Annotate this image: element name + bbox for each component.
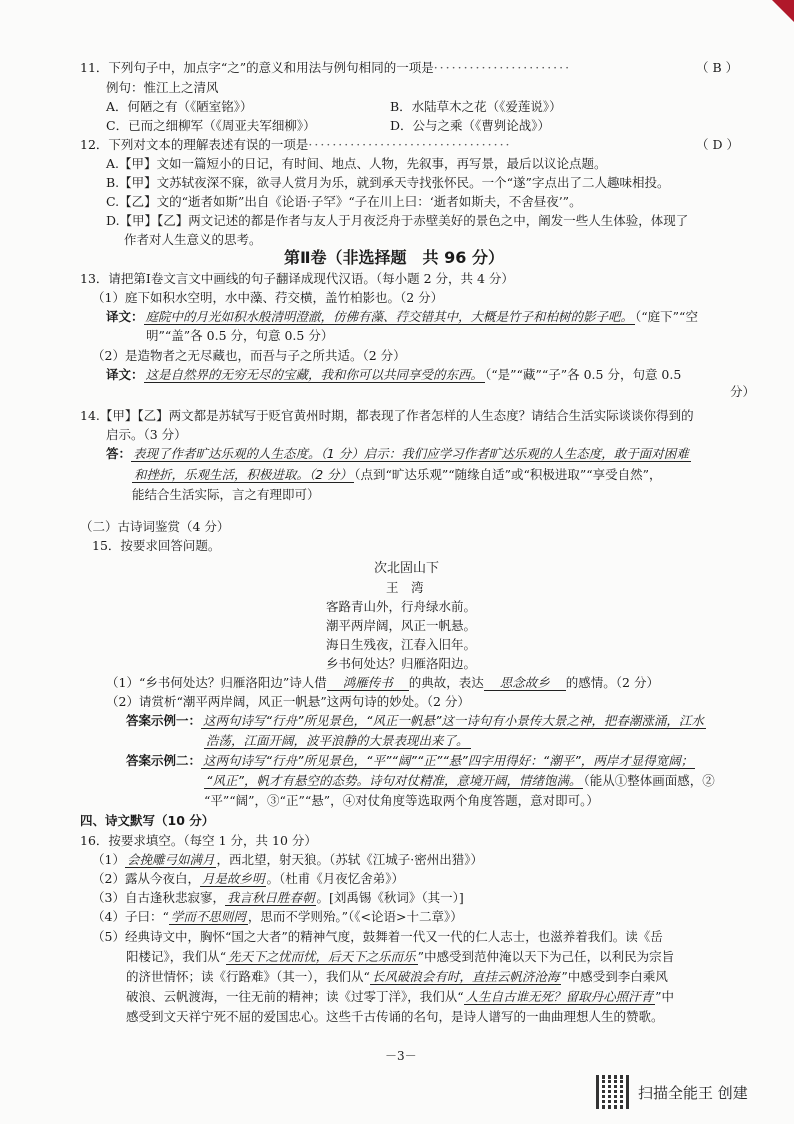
q11-option-b: B．水陆草木之花（《爱莲说》） — [390, 99, 562, 114]
qr-code-icon — [596, 1075, 630, 1109]
answer-label: 答： — [106, 446, 132, 461]
q16-item-5-line-4 — [126, 989, 674, 1005]
q11-answer: （ B ） — [696, 60, 739, 75]
q13-sentence-1: （1）庭下如积水空明，水中藻、荇交横，盖竹柏影也。（2 分） — [92, 290, 444, 305]
q16-item-5-line-5: 感受到文天祥宁死不屈的爱国忠心。这些千古传诵的名句，是诗人谱写的一曲曲理想人生的赞歌。 — [126, 1009, 664, 1024]
q13-translation-2 — [106, 367, 681, 383]
q14-answer-line-2-text: 和挫折，乐观生活，积极进取。（2 分） — [134, 467, 353, 482]
q16-item-5-text-f: ”中 — [655, 989, 675, 1004]
q16-item-5-line-3 — [126, 969, 668, 985]
q16-item-4 — [92, 909, 463, 925]
q16-item-3-text: （3）自古逢秋悲寂寥， — [92, 890, 225, 905]
q16-item-1-num: （1） — [92, 852, 125, 867]
q13-stem: 13．请把第Ⅰ卷文言文中画线的句子翻译成现代汉语。（每小题 2 分，共 4 分） — [80, 271, 514, 286]
q16-item-5-answer-3: 人生自古谁无死？留取丹心照汗青 — [465, 989, 654, 1004]
page-number: －3－ — [385, 1049, 417, 1063]
q16-item-5-text-a: 阳楼记》，我们从“ — [126, 949, 227, 964]
q16-item-3-answer: 我言秋日胜春朝 — [226, 890, 315, 905]
poem-line-2: 潮平两岸阔，风正一帆悬。 — [326, 618, 477, 633]
q11-option-d: D．公与之乘（《曹刿论战》） — [390, 118, 551, 133]
q15-part-1-mid: 的典故，表达 — [408, 675, 484, 690]
q16-item-1-answer: 会挽雕弓如满月 — [126, 852, 215, 867]
poem-author: 王 湾 — [386, 580, 424, 595]
q16-item-1 — [92, 852, 483, 868]
section-poetry-heading: （二）古诗词鉴赏（4 分） — [80, 519, 230, 534]
q13-sentence-2: （2）是造物者之无尽藏也，而吾与子之所共适。（2 分） — [92, 348, 406, 363]
q11-stem: 11．下列句子中，加点字“之”的意义和用法与例句相同的一项是······················· — [80, 60, 572, 75]
q12-option-a: A.【甲】文如一篇短小的日记，有时间、地点、人物，先叙事，再写景，最后以议论点题。 — [106, 156, 607, 171]
q14-answer — [106, 446, 691, 462]
q16-item-4-source: ，思而不学则殆。”（《<论语>十二章》） — [247, 909, 463, 924]
example-2-label: 答案示例二： — [126, 753, 202, 768]
poem-line-4: 乡书何处达？归雁洛阳边。 — [326, 656, 477, 671]
q13-translation-1 — [106, 309, 698, 325]
corner-flag-icon — [772, 0, 794, 22]
q13-translation-1-cont: 明”“盖”各 0.5 分，句意 0.5 分） — [146, 328, 334, 343]
q16-item-5-answer-2: 长风破浪会有时，直挂云帆济沧海 — [371, 969, 560, 984]
poem-line-3: 海日生残夜，江春入旧年。 — [326, 637, 477, 652]
q11-option-c: C．已而之细柳军（《周亚夫军细柳》） — [106, 118, 316, 133]
q16-item-5-text-d: ”中感受到李白乘风 — [561, 969, 668, 984]
q11-option-a: A．何陋之有（《陋室铭》） — [106, 99, 253, 114]
part2-heading: 第Ⅱ卷（非选择题 共 96 分） — [284, 248, 504, 267]
translation-1-score: （“庭下”“空 — [635, 309, 698, 324]
example-2-line-1: 这两句诗写“行舟”所见景色，“平”“阔”“正”“悬”四字用得好：“潮平”，两岸才显得宽阔； — [203, 753, 694, 768]
example-2-line-2: “风正”，帆才有悬空的态势。诗句对仗精准，意境开阔，情绪饱满。 — [206, 773, 582, 788]
translation-2-score: （“是”“藏”“子”各 0.5 分，句意 0.5 — [485, 367, 682, 382]
example-1-line-1: 这两句诗写“行舟”所见景色，“风正一帆悬”这一诗句有小景传大景之神，把春潮涨涌，江水 — [203, 713, 704, 728]
q15-example-2-line-3: “平”“阔”，③“正”“悬”，④对仗角度等选取两个角度答题，意对即可。） — [204, 793, 599, 808]
translation-label: 译文： — [106, 309, 144, 324]
q16-item-5-line-2 — [126, 949, 674, 965]
example-1-line-2: 浩荡，江面开阔，波平浪静的大景表现出来了。 — [206, 733, 469, 748]
q16-item-2 — [92, 871, 404, 887]
q15-part-2: （2）请赏析“潮平两岸阔，风正一帆悬”这两句诗的妙处。（2 分） — [106, 694, 470, 709]
q15-stem: 15．按要求回答问题。 — [92, 538, 221, 553]
q16-item-5-answer-1: 先天下之忧而忧，后天下之乐而乐 — [228, 949, 416, 964]
example-2-scoring-note: （能从①整体画面感，② — [583, 773, 715, 788]
scanner-watermark: 扫描全能王 创建 — [638, 1084, 748, 1102]
q16-item-5: （5）经典诗文中，胸怀“国之大者”的精神气度，鼓舞着一代又一代的仁人志士，也滋养着我们。读《岳 — [92, 929, 663, 944]
q12-option-b: B.【甲】文苏轼夜深不寐，欲寻人赏月为乐，就到承天寺找张怀民。一个“遂”字点出了二人趣味相投。 — [106, 175, 670, 190]
q15-example-1 — [126, 713, 706, 729]
q12-option-d: D.【甲】【乙】两文记述的都是作者与友人于月夜泛舟于赤壁美好的景色之中，阐发一些人生体验，体现了 — [106, 213, 689, 228]
q16-item-5-text-e: 破浪、云帆渡海，一往无前的精神；读《过零丁洋》，我们从“ — [126, 989, 464, 1004]
q16-item-5-text-b: ”中感受到范仲淹以天下为己任，以利民为宗旨 — [417, 949, 675, 964]
q14-answer-line-2 — [132, 467, 662, 483]
q14-answer-line-1: 表现了作者旷达乐观的人生态度。（1 分）启示：我们应学习作者旷达乐观的人生态度，敢于面对困难 — [133, 446, 689, 461]
q12-option-c: C.【乙】文的“逝者如斯”出自《论语·子罕》“子在川上曰：‘逝者如斯夫，不舍昼夜’”。 — [106, 194, 582, 209]
q15-part-1-end: 的感情。（2 分） — [565, 675, 659, 690]
q12-stem: 12．下列对文本的理解表述有误的一项是·································· — [80, 137, 512, 152]
q12-answer: （ D ） — [696, 137, 739, 152]
q11-example: 例句：惟江上之清风 — [106, 80, 219, 95]
q16-item-3 — [92, 890, 464, 906]
translation-2-answer: 这是自然界的无穷无尽的宝藏，我和你可以共同享受的东西。 — [145, 367, 484, 382]
q11-stem-text: 11．下列句子中，加点字“之”的意义和用法与例句相同的一项是 — [80, 60, 434, 75]
q15-example-2-cont — [204, 773, 715, 789]
q16-item-1-text: ，西北望，射天狼。（苏轼《江城子·密州出猎》） — [216, 852, 483, 867]
q14-scoring-note: （点到“旷达乐观”“随缘自适”或“积极进取”“享受自然”， — [354, 467, 662, 482]
q14-stem: 14.【甲】【乙】两文都是苏轼写于贬官黄州时期，都表现了作者怎样的人生态度？请结合生活实际谈谈你得到的 — [80, 408, 694, 423]
poem-title: 次北固山下 — [374, 561, 440, 576]
q15-blank-2: 思念故乡 — [484, 675, 566, 691]
q15-part-1 — [106, 675, 659, 691]
q16-item-3-source: 。[刘禹锡《秋词》（其一）] — [316, 890, 464, 905]
example-1-label: 答案示例一： — [126, 713, 202, 728]
q15-part-1-text: （1）“乡书何处达？归雁洛阳边”诗人借 — [106, 675, 327, 690]
q16-item-4-answer: 学而不思则罔 — [170, 909, 246, 924]
q14-answer-line-3: 能结合生活实际，言之有理即可） — [132, 487, 320, 502]
q16-item-2-source: 。（杜甫《月夜忆舍弟》） — [266, 871, 404, 886]
q15-example-2 — [126, 753, 695, 769]
translation-label: 译文： — [106, 367, 144, 382]
translation-1-answer: 庭院中的月光如积水般清明澄澈，仿佛有藻、荇交错其中，大概是竹子和柏树的影子吧。 — [145, 309, 634, 324]
q16-item-2-answer: 月是故乡明 — [201, 871, 265, 886]
q12-option-d-cont: 作者对人生意义的思考。 — [124, 232, 262, 247]
q16-item-2-text: （2）露从今夜白， — [92, 871, 200, 886]
poem-line-1: 客路青山外，行舟绿水前。 — [326, 599, 477, 614]
q13-translation-2-cont: 分） — [730, 384, 756, 399]
q15-blank-1: 鸿雁传书 — [327, 675, 409, 691]
q14-stem-cont: 启示。（3 分） — [106, 427, 187, 442]
q15-example-1-cont — [204, 733, 471, 749]
q12-stem-text: 12．下列对文本的理解表述有误的一项是 — [80, 137, 309, 152]
q16-item-5-text-c: 的济世情怀；读《行路难》（其一），我们从“ — [126, 969, 370, 984]
q16-stem: 16．按要求填空。（每空 1 分，共 10 分） — [80, 833, 317, 848]
q16-item-4-text: （4）子曰：“ — [92, 909, 169, 924]
section-recitation-heading: 四、诗文默写（10 分） — [80, 813, 215, 828]
